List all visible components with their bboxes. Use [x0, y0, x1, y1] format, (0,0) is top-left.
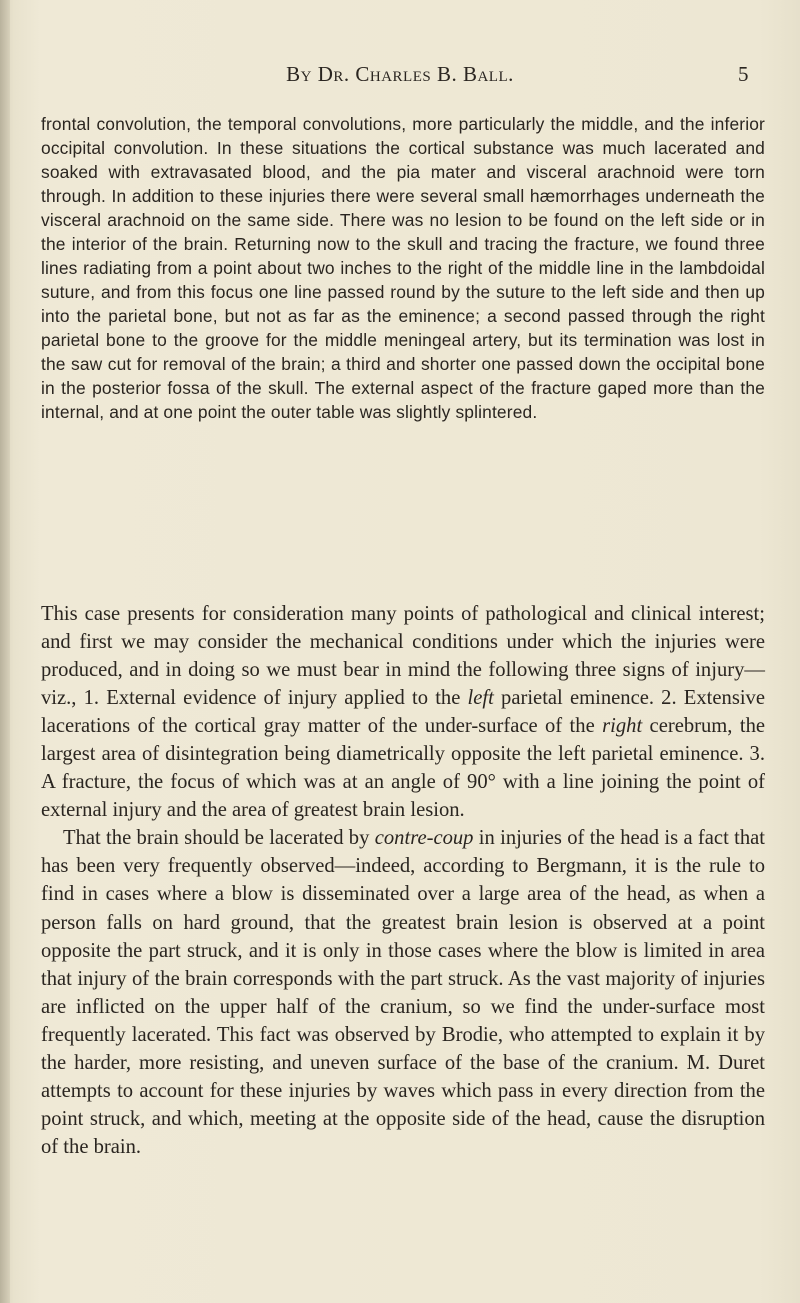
paragraph-text: That the brain should be lacerated by — [63, 827, 375, 850]
main-text-block — [41, 600, 765, 1161]
paragraph-fracture-description: frontal convolution, the temporal convolutions, more particularly the middle, and the inferior occipital convolution. In these situations the cortical substance was much lacerated and soaked with extravasated blood, and the pia mater and visceral arachnoid were torn through. In addition to these injuries there were several small hæmorrhages underneath the visceral arachnoid on the same side. There was no lesion to be found on the left side or in the interior of the brain. Returning now to the skull and tracing the fracture, we found three lines radiating from a point about two inches to the right of the middle line in the lambdoidal suture, and from this focus one line passed round by the suture to the left side and then up into the parietal bone, but not as far as the eminence; a second passed through the right parietal bone to the groove for the middle meningeal artery, but its termination was lost in the saw cut for removal of the brain; a third and shorter one passed down the occipital bone in the posterior fossa of the skull. The external aspect of the fracture gaped more than the internal, and at one point the outer table was slightly splintered. — [41, 114, 765, 422]
paragraph-text: in injuries of the head is a fact that has been very frequently observed—indeed, according to Bergmann, it is the rule to find in cases where a blow is disseminated over a large area of the head, as when a person falls on hard ground, that the greatest brain lesion is observed at a point opposite the part struck, and it is only in those cases where the blow is limited in area that injury of the brain corresponds with the part struck. As the vast majority of injuries are inflicted on the upper half of the cranium, so we find the under-surface most frequently lacerated. This fact was observed by Brodie, who attempted to explain it by the harder, more resisting, and uneven surface of the base of the cranium. M. Duret attempts to account for these injuries by waves which pass in every direction from the point struck, and which, meeting at the opposite side of the head, cause the disruption of the brain. — [41, 827, 765, 1158]
running-head: By Dr. Charles B. Ball. — [286, 62, 514, 86]
paragraph-consideration — [41, 600, 765, 824]
paragraph-contre-coup — [41, 824, 765, 1161]
emphasis-left: left — [467, 687, 494, 710]
emphasis-right: right — [602, 715, 643, 738]
page-number: 5 — [738, 62, 749, 86]
paragraph-text: This case presents for consideration many points of pathological and clinical interest; and first we may consider the mechanical conditions under which the injuries were produced, and in doing so we must bear in mind the following three signs of injury—viz., 1. External evidence of injury applied to the — [41, 603, 765, 710]
continued-paragraph — [41, 112, 765, 424]
emphasis-contre-coup: contre-coup — [374, 827, 474, 850]
paragraph-text: cerebrum, the largest area of disintegration being diametrically opposite the left parietal eminence. 3. A fracture, the focus of which was at an angle of 90° with a line joining the point of external injury and the area of greatest brain lesion. — [41, 715, 766, 822]
page-edge-shadow — [0, 0, 10, 1303]
paragraph-text: parietal eminence. 2. Extensive lacerations of the cortical gray matter of the under-surface of the — [41, 687, 765, 738]
